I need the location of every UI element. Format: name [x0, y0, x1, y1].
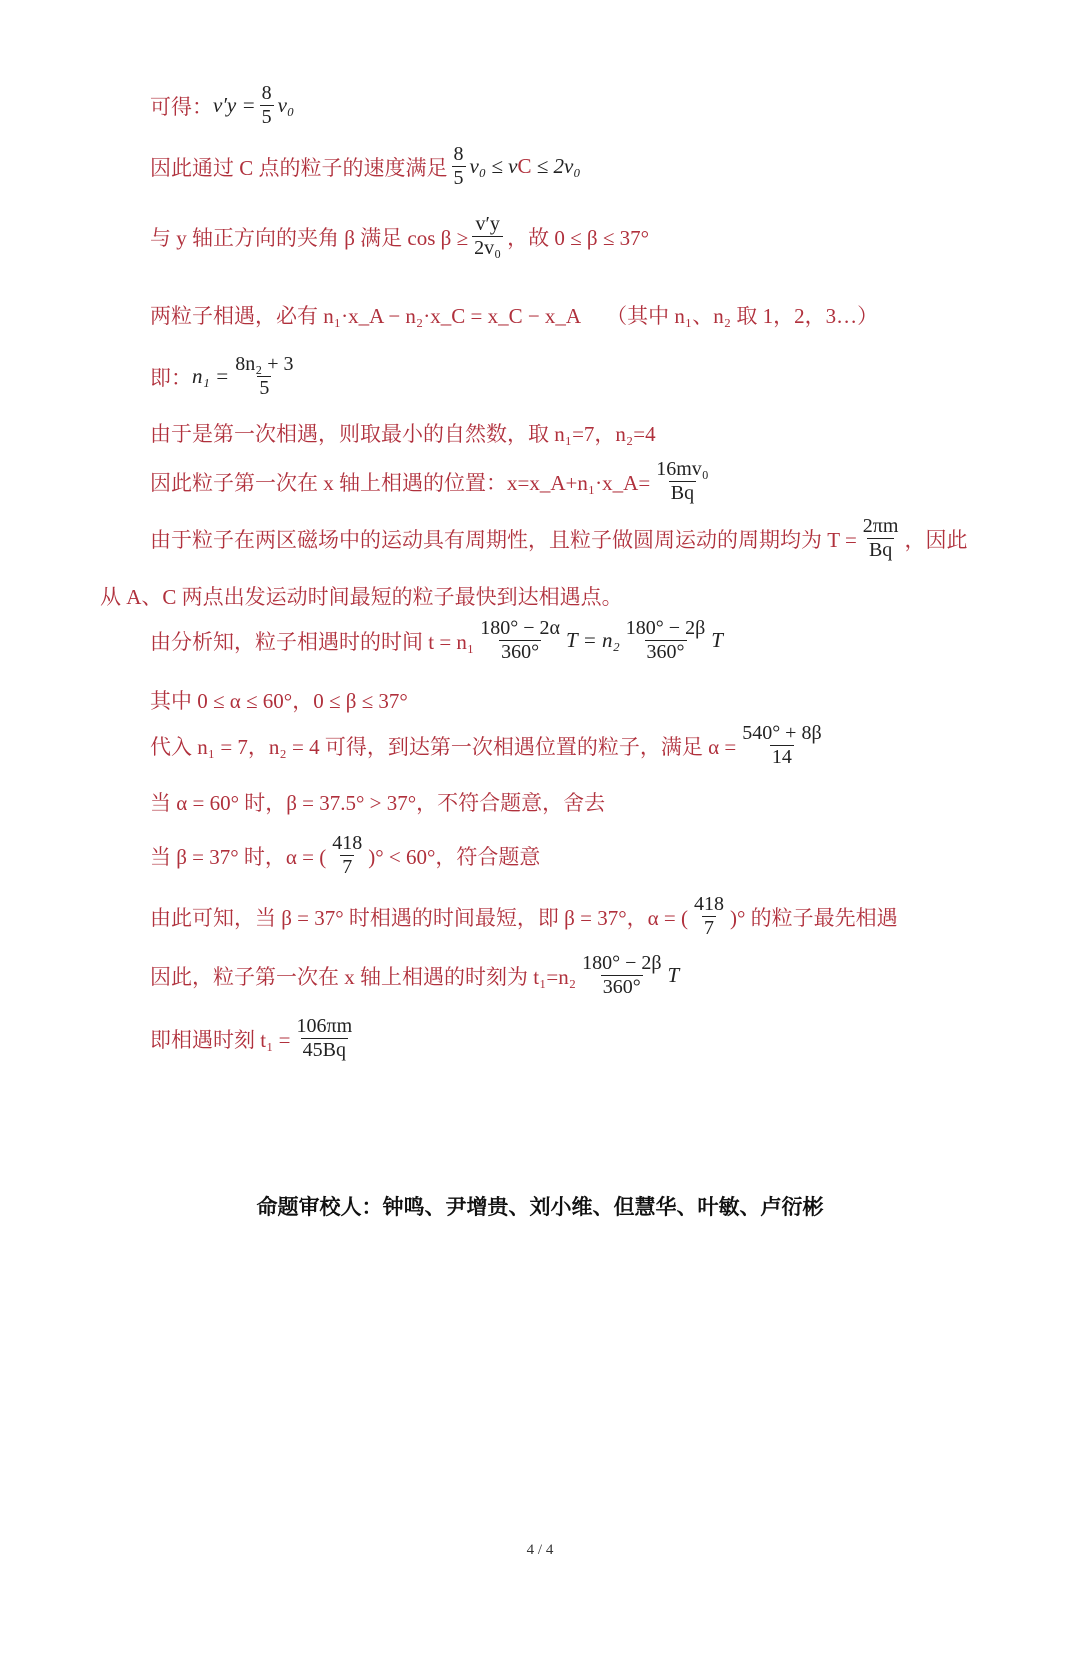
fraction	[260, 82, 274, 129]
fraction-numerator: 180° − 2β	[625, 617, 706, 639]
solution-line	[150, 353, 300, 400]
text-segment: ，因此	[904, 527, 968, 552]
text-segment: 即：	[150, 365, 192, 390]
text-segment: 因此粒子第一次在 x 轴上相遇的位置：x=x_A+n₁·x_A=	[150, 470, 651, 495]
solution-line	[150, 787, 605, 817]
fraction-numerator: 8	[453, 143, 464, 165]
solution-line	[150, 213, 649, 260]
math-expression: T	[711, 628, 723, 652]
math-expression: n₁ =	[192, 364, 230, 388]
fraction-numerator: 106πm	[296, 1015, 353, 1037]
fraction	[452, 143, 466, 190]
solution-line	[150, 515, 967, 562]
text-segment: 即相遇时刻 t₁ =	[150, 1027, 291, 1052]
solution-line	[150, 82, 294, 129]
text-segment: 由于粒子在两区磁场中的运动具有周期性，且粒子做圆周运动的周期均为 T =	[150, 527, 857, 552]
fraction	[478, 617, 562, 664]
fraction-denominator: 45Bq	[302, 1039, 346, 1061]
text-segment: )° 的粒子最先相遇	[729, 905, 898, 930]
fraction-numerator: 8n₂ + 3	[235, 353, 294, 375]
text-segment: 当 α = 60° 时，β = 37.5° > 37°，不符合题意，舍去	[150, 791, 606, 815]
fraction-denominator: 5	[261, 106, 272, 128]
fraction	[580, 952, 663, 999]
fraction-numerator: 418	[693, 893, 724, 915]
fraction-denominator: 360°	[602, 976, 641, 998]
page-number: 4 / 4	[526, 1542, 554, 1558]
text-segment: 由于是第一次相遇，则取最小的自然数，取 n₁=7，n₂=4	[150, 422, 656, 446]
solution-line	[150, 1015, 358, 1062]
text-segment: 因此，粒子第一次在 x 轴上相遇的时刻为 t₁=n₂	[150, 964, 577, 989]
solution-line	[150, 893, 898, 940]
text-segment: C	[517, 154, 532, 178]
fraction	[295, 1015, 355, 1062]
solution-line	[100, 581, 623, 611]
text-segment: 因此通过 C 点的粒子的速度满足	[150, 155, 448, 180]
fraction-denominator: 360°	[501, 641, 540, 663]
fraction-denominator: 7	[703, 917, 714, 939]
solution-line	[150, 952, 679, 999]
math-expression: T	[667, 963, 680, 987]
fraction-numerator: v′y	[475, 213, 500, 235]
fraction-numerator: 16mv₀	[656, 458, 709, 480]
fraction	[233, 353, 295, 400]
solution-line	[150, 418, 656, 448]
fraction-numerator: 180° − 2α	[480, 617, 561, 639]
credits-line: 命题审校人：钟鸣、尹增贵、刘小维、但慧华、叶敏、卢衍彬	[256, 1195, 824, 1219]
text-segment: )° < 60°，符合题意	[368, 844, 541, 869]
text-segment: 两粒子相遇，必有 n₁·x_A − n₂·x_C = x_C − x_A （其中 n₁、n₂ 取 1，2，3…）	[150, 304, 879, 328]
fraction-denominator: Bq	[868, 539, 893, 561]
fraction-denominator: 5	[259, 377, 270, 399]
fraction	[624, 617, 707, 664]
fraction	[654, 458, 711, 505]
solution-line	[150, 685, 408, 715]
fraction-denominator: 5	[453, 167, 464, 189]
fraction-numerator: 8	[261, 82, 272, 104]
text-segment: 与 y 轴正方向的夹角 β 满足 cos β ≥	[150, 225, 469, 250]
fraction-denominator: Bq	[670, 482, 695, 504]
fraction-numerator: 2πm	[862, 515, 899, 537]
solution-line	[150, 458, 715, 505]
solution-line	[150, 617, 723, 664]
fraction-numerator: 540° + 8β	[742, 722, 822, 744]
fraction-denominator: 14	[771, 746, 792, 768]
text-segment: 代入 n₁ = 7，n₂ = 4 可得，到达第一次相遇位置的粒子，满足 α =	[150, 734, 737, 759]
math-expression: v₀ ≤ v	[469, 154, 518, 178]
fraction-denominator: 7	[342, 856, 353, 878]
math-expression: T = n₂	[566, 628, 620, 652]
fraction-denominator: 2v₀	[474, 237, 502, 259]
text-segment: 当 β = 37° 时，α = (	[150, 844, 327, 869]
text-segment: 从 A、C 两点出发运动时间最短的粒子最快到达相遇点。	[100, 585, 623, 609]
fraction	[330, 832, 364, 879]
solution-line	[150, 832, 540, 879]
text-segment: 可得：	[150, 94, 213, 119]
text-segment: 其中 0 ≤ α ≤ 60°，0 ≤ β ≤ 37°	[150, 689, 408, 713]
fraction-numerator: 180° − 2β	[582, 952, 662, 974]
fraction	[861, 515, 901, 562]
solution-line	[150, 143, 581, 190]
text-segment: 由分析知，粒子相遇时的时间 t = n₁	[150, 629, 475, 654]
solution-line	[150, 300, 878, 330]
text-segment: 由此可知，当 β = 37° 时相遇的时间最短，即 β = 37°，α = (	[150, 905, 688, 930]
math-expression: v′y =	[213, 93, 256, 117]
text-segment: ，故 0 ≤ β ≤ 37°	[507, 225, 650, 250]
fraction-numerator: 418	[332, 832, 363, 854]
fraction-denominator: 360°	[646, 641, 685, 663]
math-expression: ≤ 2v₀	[531, 154, 581, 178]
solution-line	[150, 722, 828, 769]
fraction	[472, 213, 503, 260]
fraction	[692, 893, 726, 940]
fraction	[740, 722, 823, 769]
math-expression: v₀	[277, 93, 295, 117]
